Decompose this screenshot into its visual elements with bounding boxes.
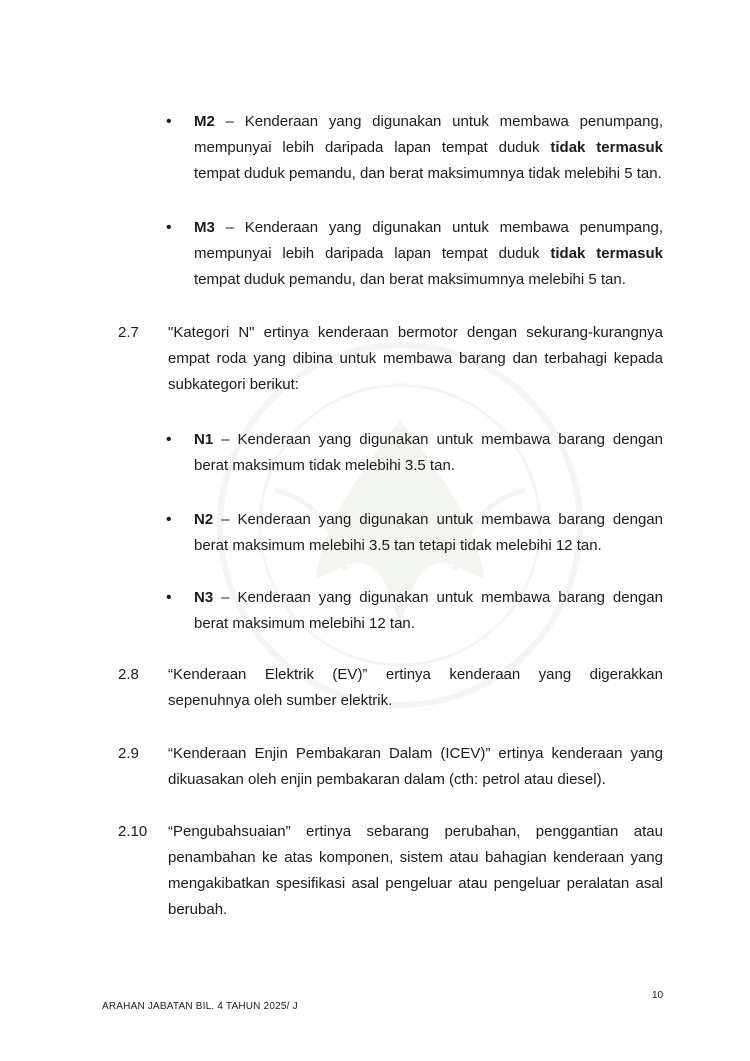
bullet-item-n3	[166, 585, 663, 637]
category-code: M3	[194, 219, 215, 236]
bullet-text	[194, 109, 663, 187]
dash: –	[213, 511, 238, 528]
category-code: N1	[194, 431, 214, 448]
bullet-dot: •	[166, 589, 172, 606]
dash: –	[213, 589, 238, 606]
clause-2-10	[118, 819, 663, 923]
text-before: Kenderaan yang digunakan untuk membawa penumpang, mempunyai lebih daripada lapan tempat duduk	[194, 113, 663, 156]
bullet-text	[194, 507, 663, 559]
page-number: 10	[652, 990, 664, 1001]
category-code: N2	[194, 511, 214, 528]
bullet-item-m3	[166, 215, 663, 293]
bullet-item-n1	[166, 427, 663, 479]
bullet-dot: •	[166, 219, 172, 236]
bullet-item-n2	[166, 507, 663, 559]
item-text: Kenderaan yang digunakan untuk membawa barang dengan berat maksimum melebihi 12 tan.	[194, 589, 663, 632]
bullet-text	[194, 215, 663, 293]
dash: –	[214, 113, 245, 130]
category-code: M2	[194, 113, 215, 130]
clause-number: 2.10	[118, 823, 148, 840]
clause-text: “Pengubahsuaian” ertinya sebarang perubahan, penggantian atau penambahan ke atas komponen, sistem atau bahagian kenderaan yang mengakibatkan spesifikasi asal pengeluar atau pengeluar peralatan asal berubah.	[168, 823, 663, 918]
clause-2-9	[118, 741, 663, 793]
clause-text: "Kategori N" ertinya kenderaan bermotor dengan sekurang-kurangnya empat roda yang dibina untuk membawa barang dan terbahagi kepada subkategori berikut:	[168, 324, 663, 393]
item-text: Kenderaan yang digunakan untuk membawa barang dengan berat maksimum melebihi 3.5 tan tetapi tidak melebihi 12 tan.	[194, 511, 663, 554]
bullet-text	[194, 585, 663, 637]
text-before: Kenderaan yang digunakan untuk membawa penumpang, mempunyai lebih daripada lapan tempat duduk	[194, 219, 663, 262]
bullet-dot: •	[166, 511, 172, 528]
footer-reference: ARAHAN JABATAN BIL. 4 TAHUN 2025/ J	[102, 1001, 298, 1012]
item-text: Kenderaan yang digunakan untuk membawa barang dengan berat maksimum tidak melebihi 3.5 tan.	[194, 431, 663, 474]
category-code: N3	[194, 589, 214, 606]
bullet-dot: •	[166, 113, 172, 130]
bullet-item-m2	[166, 109, 663, 187]
clause-number: 2.9	[118, 745, 139, 762]
clause-number: 2.8	[118, 666, 139, 683]
dash: –	[213, 431, 238, 448]
dash: –	[214, 219, 245, 236]
text-after: tempat duduk pemandu, dan berat maksimumnya tidak melebihi 5 tan.	[194, 165, 662, 182]
emphasis-text: tidak termasuk	[550, 139, 663, 156]
bullet-dot: •	[166, 431, 172, 448]
text-after: tempat duduk pemandu, dan berat maksimumnya melebihi 5 tan.	[194, 271, 626, 288]
clause-2-8	[118, 662, 663, 714]
clause-2-7	[118, 320, 663, 398]
clause-number: 2.7	[118, 324, 139, 341]
emphasis-text: tidak termasuk	[550, 245, 663, 262]
clause-text: “Kenderaan Elektrik (EV)” ertinya kenderaan yang digerakkan sepenuhnya oleh sumber elektrik.	[168, 666, 663, 709]
bullet-text	[194, 427, 663, 479]
clause-text: “Kenderaan Enjin Pembakaran Dalam (ICEV)” ertinya kenderaan yang dikuasakan oleh enjin pembakaran dalam (cth: petrol atau diesel).	[168, 745, 663, 788]
